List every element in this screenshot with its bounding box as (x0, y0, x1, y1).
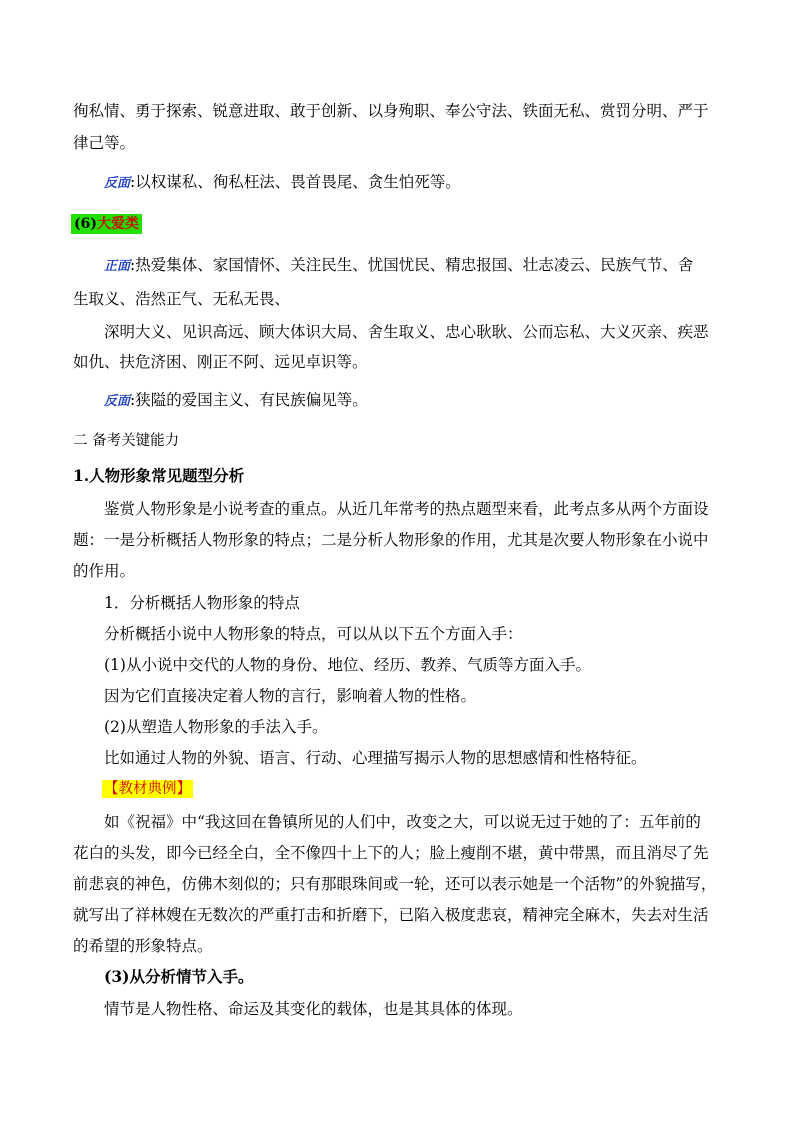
text-line: 比如通过人物的外貌、语言、行动、心理描写揭示人物的思想感情和性格特征。 (104, 749, 647, 767)
text-line: 律己等。 (73, 134, 136, 152)
text-line: 生取义、浩然正气、无私无畏、 (73, 290, 291, 308)
positive-text: :热爱集体、家国情怀、关注民生、忧国忧民、精忠报国、壮志凌云、民族气节、舍 (130, 256, 694, 274)
positive-paragraph (104, 255, 693, 277)
part-heading: 二 备考关键能力 (73, 433, 180, 449)
item-heading: 1．分析概括人物形象的特点 (104, 594, 300, 612)
text-line: (2)从塑造人物形象的手法入手。 (104, 718, 328, 736)
example-tag (102, 778, 193, 799)
highlighted-section-title (71, 214, 142, 234)
point-heading: (3)从分析情节入手。 (104, 967, 254, 986)
subsection-heading: 1.人物形象常见题型分析 (73, 466, 245, 485)
negative-text: :狭隘的爱国主义、有民族偏见等。 (130, 391, 368, 409)
text-line: 前悲哀的神色，仿佛木刻似的；只有那眼珠间或一轮，还可以表示她是一个活物”的外貌描写， (73, 875, 717, 893)
negative-paragraph (104, 172, 461, 194)
text-line: 如《祝福》中“我这回在鲁镇所见的人们中，改变之大，可以说无过于她的了：五年前的 (104, 813, 701, 831)
text-line: 因为它们直接决定着人物的言行，影响着人物的性格。 (104, 687, 477, 705)
text-line: 的希望的形象特点。 (73, 937, 213, 955)
example-tag-label: 【教材典例】 (104, 781, 191, 797)
text-line: 深明大义、见识高远、顾大体识大局、舍生取义、忠心耿耿、公而忘私、大义灭亲、疾恶 (104, 323, 709, 341)
section-number: (6) (74, 216, 97, 232)
text-line: 如仇、扶危济困、刚正不阿、远见卓识等。 (73, 353, 368, 371)
text-line: 题：一是分析概括人物形象的特点；二是分析人物形象的作用，尤其是次要人物形象在小说中 (73, 531, 709, 549)
text-line: 情节是人物性格、命运及其变化的载体，也是其具体的体现。 (104, 1000, 523, 1018)
text-line: 分析概括小说中人物形象的特点，可以从以下五个方面入手： (104, 625, 523, 643)
positive-label: 正面 (104, 259, 131, 274)
negative-text: :以权谋私、徇私枉法、畏首畏尾、贪生怕死等。 (130, 173, 461, 191)
negative-label: 反面 (104, 176, 131, 191)
text-line: 花白的头发，即今已经全白，全不像四十上下的人；脸上瘦削不堪，黄中带黑，而且消尽了先 (73, 844, 709, 862)
section-heading (71, 213, 142, 234)
negative-label: 反面 (104, 394, 131, 409)
negative-paragraph (104, 390, 368, 412)
text-line: 就写出了祥林嫂在无数次的严重打击和折磨下，已陷入极度悲哀，精神完全麻木，失去对生活 (73, 906, 709, 924)
text-line: 的作用。 (73, 562, 136, 580)
text-line: 鉴赏人物形象是小说考查的重点。从近几年常考的热点题型来看，此考点多从两个方面设 (104, 500, 709, 518)
text-line: (1)从小说中交代的人物的身份、地位、经历、教养、气质等方面入手。 (104, 656, 591, 674)
text-line: 徇私情、勇于探索、锐意进取、敢于创新、以身殉职、奉公守法、铁面无私、赏罚分明、严于 (73, 102, 709, 120)
section-title: 大爱类 (97, 216, 139, 232)
